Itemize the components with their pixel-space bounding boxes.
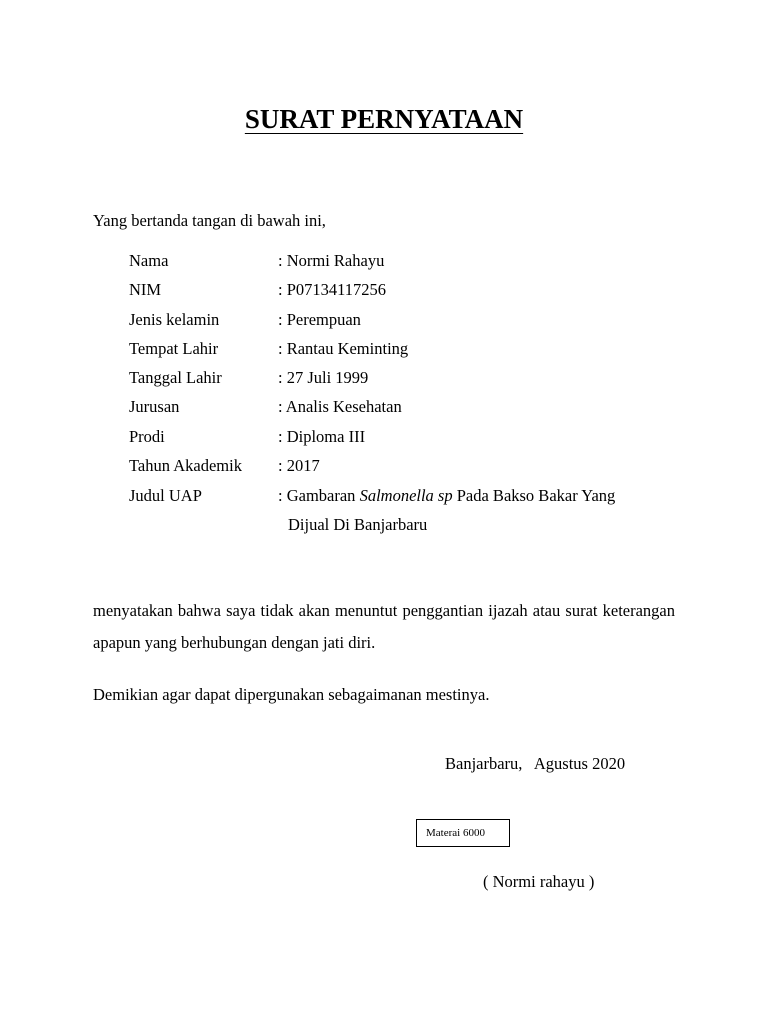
signer-name: ( Normi rahayu ) xyxy=(483,872,595,891)
field-label: NIM xyxy=(129,280,162,299)
judul-italic: Salmonella sp xyxy=(359,486,453,505)
field-label: Tahun Akademik xyxy=(129,456,242,475)
field-value: : Normi Rahayu xyxy=(278,251,385,270)
field-value: : Analis Kesehatan xyxy=(278,397,402,416)
field-label: Jurusan xyxy=(129,397,180,416)
judul-suffix: Pada Bakso Bakar Yang xyxy=(452,486,616,505)
field-label: Judul UAP xyxy=(129,486,202,505)
field-value: : P07134117256 xyxy=(278,280,387,299)
field-value: : Perempuan xyxy=(278,310,361,329)
field-label: Nama xyxy=(129,251,169,270)
field-value: : 27 Juli 1999 xyxy=(278,368,369,387)
statement-paragraph: menyatakan bahwa saya tidak akan menuntut penggantian ijazah atau surat keterangan apapun yang berhubungan dengan jati diri. xyxy=(93,601,675,652)
field-label: Tanggal Lahir xyxy=(129,368,222,387)
field-value xyxy=(278,486,615,506)
place-date: Banjarbaru, Agustus 2020 xyxy=(445,754,626,773)
intro-text: Yang bertanda tangan di bawah ini, xyxy=(93,211,326,230)
field-value: : Rantau Keminting xyxy=(278,339,409,358)
judul-line2: Dijual Di Banjarbaru xyxy=(288,515,428,534)
field-label: Prodi xyxy=(129,427,165,446)
field-label: Tempat Lahir xyxy=(129,339,219,358)
field-value: : Diploma III xyxy=(278,427,366,446)
materai-stamp-box: Materai 6000 xyxy=(416,819,510,847)
document-title: SURAT PERNYATAAN xyxy=(244,104,524,134)
judul-prefix: : Gambaran xyxy=(278,486,360,505)
closing-text: Demikian agar dapat dipergunakan sebagaimanan mestinya. xyxy=(93,685,490,704)
field-label: Jenis kelamin xyxy=(129,310,220,329)
field-value: : 2017 xyxy=(278,456,320,475)
